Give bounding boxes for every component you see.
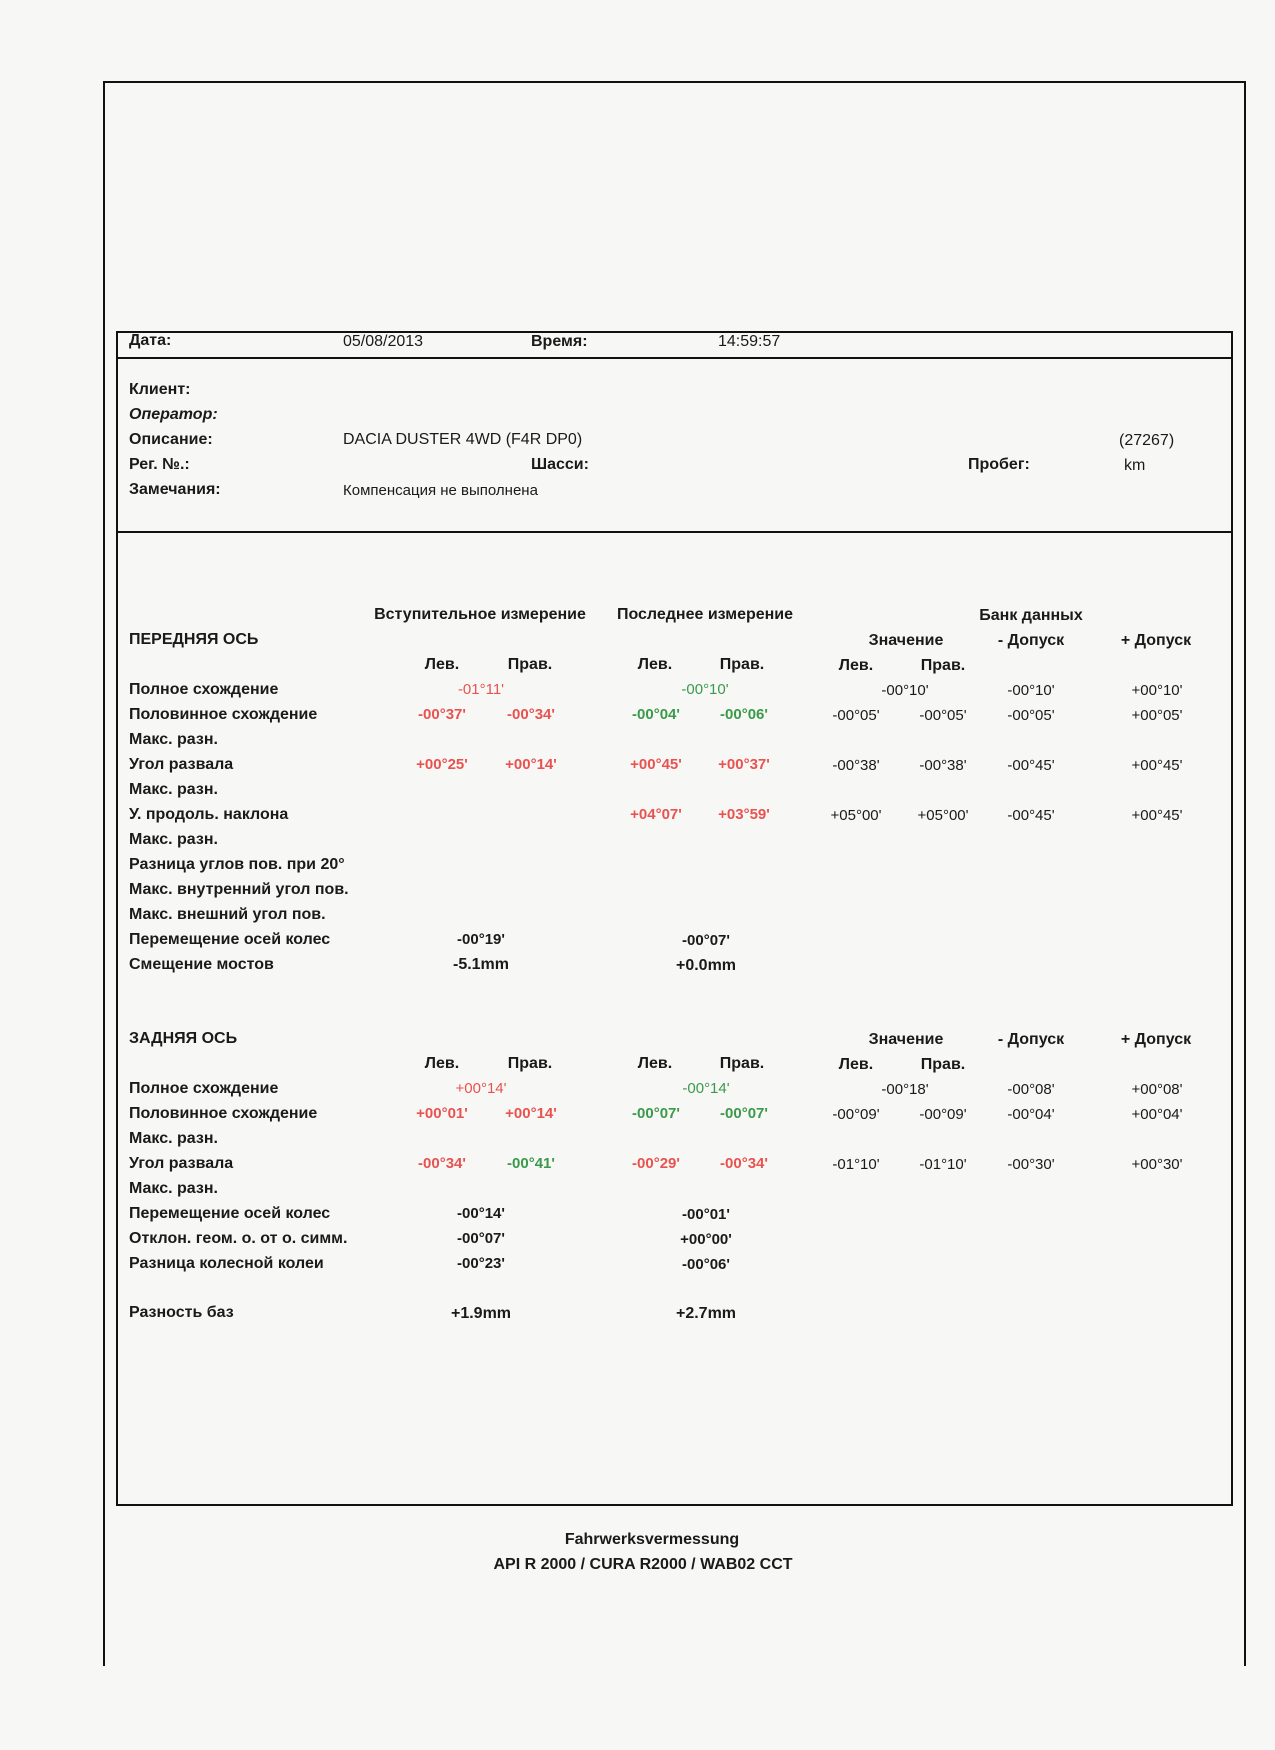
rear-axle-title: ЗАДНЯЯ ОСЬ [129, 1030, 238, 1047]
initial-measurement-header: Вступительное измерение [374, 606, 586, 623]
date-value: 05/08/2013 [343, 333, 424, 350]
rear-initial-right: -00°41' [507, 1155, 555, 1172]
front-row-label: Угол развала [129, 756, 234, 773]
report-box-bottom [116, 1504, 1233, 1506]
front-row-label: Макс. внутренний угол пов. [129, 881, 349, 898]
footer-subtitle: API R 2000 / CURA R2000 / WAB02 CCT [493, 1556, 793, 1573]
rear-final-right: -00°07' [720, 1105, 768, 1122]
rear-db-right: -00°09' [919, 1106, 967, 1123]
front-minus-tol-header: - Допуск [997, 632, 1065, 649]
rear-row-label: Половинное схождение [129, 1105, 318, 1122]
front-final-right: +00°37' [718, 756, 770, 773]
front-plus-tol-header: + Допуск [1120, 632, 1192, 649]
outer-frame-left [103, 81, 105, 1666]
front-final-right: -00°06' [720, 706, 768, 723]
rear-db-left-header: Лев. [838, 1056, 874, 1073]
front-initial-left: -00°37' [418, 706, 466, 723]
front-initial-left-header: Лев. [424, 656, 460, 673]
front-row-label: Макс. разн. [129, 781, 218, 798]
remarks-value: Компенсация не выполнена [343, 482, 538, 499]
rear-db-minus: -00°08' [1007, 1081, 1055, 1098]
rear-db-total: -00°18' [881, 1081, 929, 1098]
front-axle-title: ПЕРЕДНЯЯ ОСЬ [129, 631, 259, 648]
front-db-right: -00°05' [919, 707, 967, 724]
rear-initial-total: +00°14' [455, 1080, 507, 1097]
front-initial-total: -5.1mm [452, 956, 510, 973]
time-value: 14:59:57 [718, 333, 781, 350]
rear-row-label: Угол развала [129, 1155, 234, 1172]
front-row-label: Перемещение осей колес [129, 931, 331, 948]
rear-row-label: Перемещение осей колес [129, 1205, 331, 1222]
date-label: Дата: [129, 332, 172, 349]
time-label: Время: [531, 333, 588, 350]
front-initial-total: -00°19' [457, 931, 505, 948]
database-header: Банк данных [979, 607, 1083, 624]
front-row-label: Макс. внешний угол пов. [129, 906, 326, 923]
client-label: Клиент: [129, 381, 191, 398]
front-db-plus: +00°05' [1131, 707, 1183, 724]
front-final-total: -00°10' [681, 681, 729, 698]
front-final-total: +0.0mm [675, 957, 737, 974]
rear-db-plus: +00°08' [1131, 1081, 1183, 1098]
outer-frame-top [103, 81, 1246, 83]
rear-plus-tol-header: + Допуск [1120, 1031, 1192, 1048]
report-box-left [116, 331, 118, 1506]
wheelbase-diff-label: Разность баз [129, 1304, 234, 1321]
front-row-label: Смещение мостов [129, 956, 274, 973]
front-db-plus: +00°45' [1131, 807, 1183, 824]
rear-db-plus: +00°04' [1131, 1106, 1183, 1123]
rear-db-left: -01°10' [832, 1156, 880, 1173]
front-initial-right-header: Прав. [507, 656, 553, 673]
front-row-label: Полное схождение [129, 681, 279, 698]
rear-final-right-header: Прав. [719, 1055, 765, 1072]
front-db-right: +05°00' [917, 807, 969, 824]
rear-value-header: Значение [868, 1031, 944, 1048]
front-db-right-header: Прав. [920, 657, 966, 674]
rear-initial-total: -00°23' [457, 1255, 505, 1272]
front-final-left: +00°45' [630, 756, 682, 773]
rear-db-right-header: Прав. [920, 1056, 966, 1073]
chassis-label: Шасси: [531, 456, 589, 473]
rear-initial-total: -00°14' [457, 1205, 505, 1222]
rear-initial-right-header: Прав. [507, 1055, 553, 1072]
rear-db-right: -01°10' [919, 1156, 967, 1173]
rear-initial-left: -00°34' [418, 1155, 466, 1172]
header-separator [116, 357, 1233, 359]
front-row-label: Половинное схождение [129, 706, 318, 723]
rear-initial-left: +00°01' [416, 1105, 468, 1122]
rear-final-total: -00°14' [682, 1080, 730, 1097]
front-row-label: Макс. разн. [129, 831, 218, 848]
front-initial-right: -00°34' [507, 706, 555, 723]
description-code: (27267) [1119, 432, 1175, 449]
wheelbase-diff-initial: +1.9mm [450, 1305, 512, 1322]
rear-final-total: -00°06' [682, 1256, 730, 1273]
report-box-right [1231, 331, 1233, 1506]
description-value: DACIA DUSTER 4WD (F4R DP0) [343, 431, 583, 448]
remarks-label: Замечания: [129, 481, 221, 498]
front-final-right: +03°59' [718, 806, 770, 823]
front-value-header: Значение [868, 632, 944, 649]
front-row-label: Разница углов пов. при 20° [129, 856, 345, 873]
reg-label: Рег. №.: [129, 456, 190, 473]
rear-initial-left-header: Лев. [424, 1055, 460, 1072]
front-initial-left: +00°25' [416, 756, 468, 773]
front-initial-total: -01°11' [457, 681, 505, 698]
front-db-minus: -00°45' [1007, 757, 1055, 774]
front-row-label: Макс. разн. [129, 731, 218, 748]
wheelbase-diff-final: +2.7mm [675, 1305, 737, 1322]
front-db-left: +05°00' [830, 807, 882, 824]
rear-initial-right: +00°14' [505, 1105, 557, 1122]
rear-row-label: Разница колесной колеи [129, 1255, 324, 1272]
front-db-left: -00°38' [832, 757, 880, 774]
front-final-right-header: Прав. [719, 656, 765, 673]
front-db-right: -00°38' [919, 757, 967, 774]
outer-frame-right [1244, 81, 1246, 1666]
rear-final-total: -00°01' [682, 1206, 730, 1223]
front-final-left: -00°04' [632, 706, 680, 723]
front-row-label: У. продоль. наклона [129, 806, 289, 823]
rear-final-right: -00°34' [720, 1155, 768, 1172]
front-final-total: -00°07' [682, 932, 730, 949]
rear-db-left: -00°09' [832, 1106, 880, 1123]
front-db-minus: -00°05' [1007, 707, 1055, 724]
front-db-plus: +00°45' [1131, 757, 1183, 774]
front-db-total: -00°10' [881, 682, 929, 699]
rear-db-minus: -00°30' [1007, 1156, 1055, 1173]
mileage-unit: km [1124, 457, 1146, 474]
footer-title: Fahrwerksvermessung [564, 1531, 740, 1548]
front-db-left-header: Лев. [838, 657, 874, 674]
report-box-top [116, 331, 1233, 333]
final-measurement-header: Последнее измерение [616, 606, 794, 623]
rear-row-label: Макс. разн. [129, 1130, 218, 1147]
front-db-minus: -00°45' [1007, 807, 1055, 824]
rear-row-label: Полное схождение [129, 1080, 279, 1097]
front-db-minus: -00°10' [1007, 682, 1055, 699]
rear-row-label: Макс. разн. [129, 1180, 218, 1197]
front-final-left: +04°07' [630, 806, 682, 823]
front-db-left: -00°05' [832, 707, 880, 724]
front-db-plus: +00°10' [1131, 682, 1183, 699]
rear-initial-total: -00°07' [457, 1230, 505, 1247]
rear-final-left-header: Лев. [637, 1055, 673, 1072]
description-label: Описание: [129, 431, 213, 448]
info-separator [116, 531, 1233, 533]
rear-db-plus: +00°30' [1131, 1156, 1183, 1173]
rear-minus-tol-header: - Допуск [997, 1031, 1065, 1048]
rear-final-left: -00°07' [632, 1105, 680, 1122]
rear-row-label: Отклон. геом. о. от о. симм. [129, 1230, 348, 1247]
front-initial-right: +00°14' [505, 756, 557, 773]
mileage-label: Пробег: [968, 456, 1030, 473]
rear-db-minus: -00°04' [1007, 1106, 1055, 1123]
front-final-left-header: Лев. [637, 656, 673, 673]
rear-final-total: +00°00' [680, 1231, 732, 1248]
rear-final-left: -00°29' [632, 1155, 680, 1172]
operator-label: Оператор: [129, 406, 218, 423]
